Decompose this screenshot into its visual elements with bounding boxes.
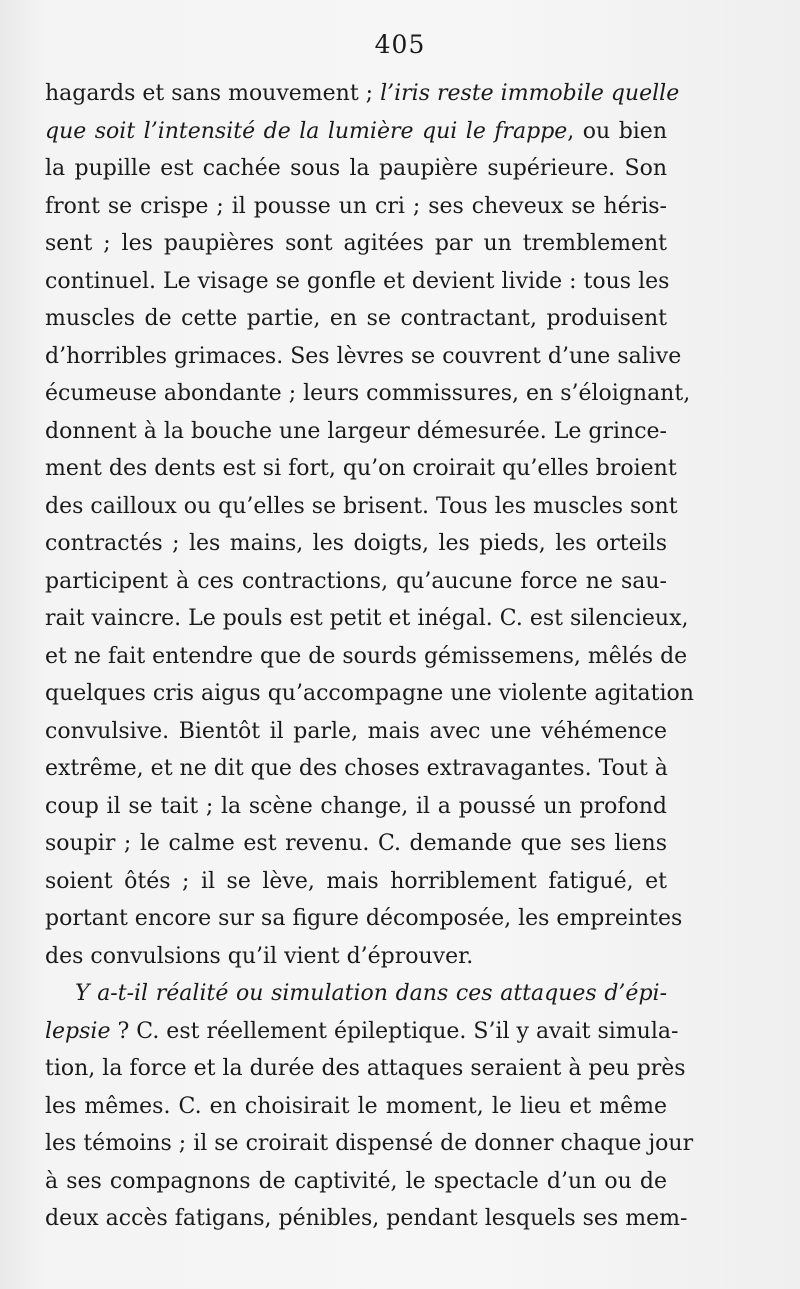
text-line	[45, 1200, 688, 1238]
text-line	[45, 825, 667, 863]
text-line	[45, 863, 667, 901]
text-segment: contractés ; les mains, les doigts, les pieds, les orteils	[45, 531, 667, 556]
text-line	[45, 975, 667, 1013]
text-segment: muscles de cette partie, en se contractant, produisent	[45, 306, 667, 331]
text-line	[45, 675, 694, 713]
text-line	[45, 563, 667, 601]
text-line	[45, 1163, 667, 1201]
text-segment: les témoins ; il se croirait dispensé de donner chaque jour	[45, 1131, 694, 1156]
text-segment: ment des dents est si fort, qu’on croirait qu’elles broient	[45, 456, 677, 481]
text-line	[45, 1050, 686, 1088]
text-line	[45, 488, 678, 526]
text-segment: sent ; les paupières sont agitées par un tremblement	[45, 231, 667, 256]
text-line	[45, 225, 667, 263]
text-segment: et ne fait entendre que de sourds gémissemens, mêlés de	[45, 643, 688, 669]
body-text	[45, 75, 694, 1238]
text-line	[45, 413, 667, 451]
text-line	[45, 263, 670, 301]
text-segment: front se crispe ; il pousse un cri ; ses cheveux se héris-	[45, 193, 667, 219]
text-line	[45, 300, 667, 338]
text-segment: coup il se tait ; la scène change, il a poussé un profond	[45, 793, 667, 819]
text-line	[45, 600, 689, 638]
text-segment: à ses compagnons de captivité, le spectacle d’un ou de	[45, 1168, 667, 1194]
page-number: 405	[374, 30, 426, 59]
text-segment: extrême, et ne dit que des choses extravagantes. Tout à	[45, 756, 668, 781]
text-line	[45, 788, 667, 826]
text-line	[45, 713, 667, 751]
text-segment: deux accès fatigans, pénibles, pendant lesquels ses mem-	[45, 1206, 688, 1231]
text-segment: hagards et sans mouvement ;	[45, 81, 381, 106]
text-line	[45, 1088, 667, 1126]
text-segment: l’iris reste immobile quelle	[380, 81, 680, 106]
text-segment: soupir ; le calme est revenu. C. demande que ses liens	[45, 831, 667, 856]
text-segment: lepsie	[45, 1018, 111, 1044]
text-segment: ? C. est réellement épileptique. S’il y avait simula-	[110, 1018, 679, 1044]
text-segment: la pupille est cachée sous la paupière supérieure. Son	[45, 156, 667, 181]
text-segment: convulsive. Bientôt il parle, mais avec une véhémence	[45, 718, 667, 744]
text-segment: , ou bien	[567, 118, 667, 144]
text-segment: tion, la force et la durée des attaques seraient à peu près	[45, 1056, 686, 1081]
text-segment: continuel. Le visage se gonfle et devient livide : tous les	[45, 268, 670, 294]
text-segment: quelques cris aigus qu’accompagne une violente agitation	[45, 681, 694, 706]
text-line	[45, 1013, 679, 1051]
text-line	[45, 375, 691, 413]
text-segment: donnent à la bouche une largeur démesurée. Le grince-	[45, 418, 667, 444]
text-segment: rait vaincre. Le pouls est petit et inégal. C. est silencieux,	[45, 606, 689, 631]
text-line	[45, 900, 683, 938]
text-line	[45, 750, 667, 788]
text-segment: soient ôtés ; il se lève, mais horriblement fatigué, et	[45, 868, 667, 894]
text-line	[45, 75, 680, 113]
text-segment: écumeuse abondante ; leurs commissures, en s’éloignant,	[45, 381, 691, 406]
text-line	[45, 938, 667, 976]
text-line	[45, 1125, 694, 1163]
text-segment: d’horribles grimaces. Ses lèvres se couvrent d’une salive	[45, 343, 682, 369]
text-segment: des convulsions qu’il vient d’éprouver.	[45, 943, 474, 969]
text-segment: participent à ces contractions, qu’aucune force ne sau-	[45, 568, 667, 594]
text-segment: portant encore sur sa figure décomposée, les empreintes	[45, 906, 683, 931]
text-line	[45, 450, 677, 488]
text-line	[45, 525, 667, 563]
text-line	[45, 113, 667, 151]
text-segment: des cailloux ou qu’elles se brisent. Tous les muscles sont	[45, 493, 678, 519]
text-line	[45, 638, 688, 676]
text-line	[45, 188, 667, 226]
text-line	[45, 338, 682, 376]
text-segment: les mêmes. C. en choisirait le moment, le lieu et même	[45, 1093, 667, 1119]
text-line	[45, 150, 667, 188]
text-segment: Y a-t-il réalité ou simulation dans ces attaques d’épi-	[75, 981, 667, 1006]
text-segment: que soit l’intensité de la lumière qui le frappe	[45, 118, 568, 144]
